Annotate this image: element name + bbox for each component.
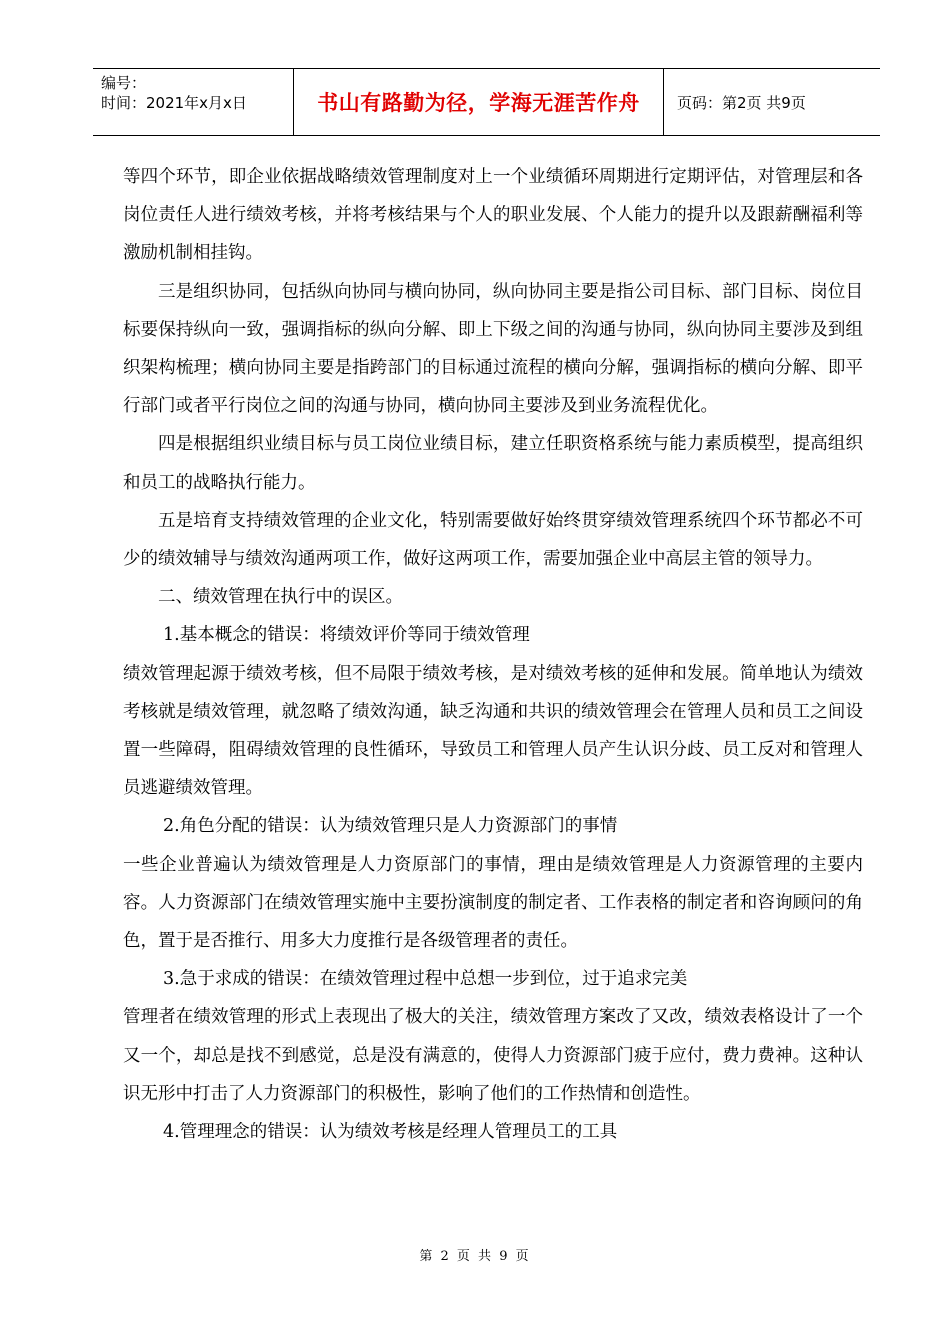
subsection-heading: 2.角色分配的错误：认为绩效管理只是人力资源部门的事情 — [163, 816, 618, 837]
paragraph: 等四个环节，即企业依据战略绩效管理制度对上一个业绩循环周期进行定期评估，对管理层和各岗位责任人进行绩效考核，并将考核结果与个人的职业发展、个人能力的提升以及跟薪酬福利等激励机制相挂钩。 — [123, 167, 863, 264]
page-footer: 第 2 页 共 9 页 — [419, 1249, 531, 1264]
paragraph: 一些企业普遍认为绩效管理是人力资原部门的事情，理由是绩效管理是人力资源管理的主要内容。人力资源部门在绩效管理实施中主要扮演制度的制定者、工作表格的制定者和咨询顾问的角色，置于是否推行、用多大力度推行是各级管理者的责任。 — [123, 854, 863, 952]
paragraph: 五是培育支持绩效管理的企业文化，特别需要做好始终贯穿绩效管理系统四个环节都必不可少的绩效辅导与绩效沟通两项工作，做好这两项工作，需要加强企业中高层主管的领导力。 — [123, 510, 863, 570]
document-number-label: 编号： — [101, 74, 147, 92]
subsection-heading: 3.急于求成的错误：在绩效管理过程中总想一步到位，过于追求完美 — [163, 969, 688, 990]
header-motto: 书山有路勤为径，学海无涯苦作舟 — [293, 69, 664, 135]
page-header — [93, 68, 880, 136]
paragraph: 三是组织协同，包括纵向协同与横向协同，纵向协同主要是指公司目标、部门目标、岗位目标要保持纵向一致，强调指标的纵向分解、即上下级之间的沟通与协同，纵向协同主要涉及到组织架构梳理；横向协同主要是指跨部门的目标通过流程的横向分解，强调指标的横向分解、即平行部门或者平行岗位之间的沟通与协同，横向协同主要涉及到业务流程优化。 — [123, 281, 863, 417]
document-body — [123, 158, 863, 1151]
paragraph: 管理者在绩效管理的形式上表现出了极大的关注，绩效管理方案改了又改，绩效表格设计了一个又一个，却总是找不到感觉，总是没有满意的，使得人力资源部门疲于应付，费力费神。这种认识无形中打击了人力资源部门的积极性，影响了他们的工作热情和创造性。 — [123, 1007, 863, 1104]
paragraph: 绩效管理起源于绩效考核，但不局限于绩效考核，是对绩效考核的延伸和发展。简单地认为绩效考核就是绩效管理，就忽略了绩效沟通，缺乏沟通和共识的绩效管理会在管理人员和员工之间设置一些障碍，阻碍绩效管理的良性循环，导致员工和管理人员产生认识分歧、员工反对和管理人员逃避绩效管理。 — [123, 663, 863, 799]
subsection-heading: 4.管理理念的错误：认为绩效考核是经理人管理员工的工具 — [163, 1122, 618, 1143]
document-time-label: 时间：2021年x月x日 — [101, 94, 247, 112]
header-page-info: 页码：第2页 共9页 — [677, 93, 806, 112]
paragraph: 四是根据组织业绩目标与员工岗位业绩目标，建立任职资格系统与能力素质模型，提高组织和员工的战略执行能力。 — [123, 434, 863, 493]
header-meta — [101, 73, 247, 113]
subsection-heading: 1.基本概念的错误：将绩效评价等同于绩效管理 — [163, 625, 530, 646]
section-heading: 二、绩效管理在执行中的误区。 — [158, 587, 403, 608]
